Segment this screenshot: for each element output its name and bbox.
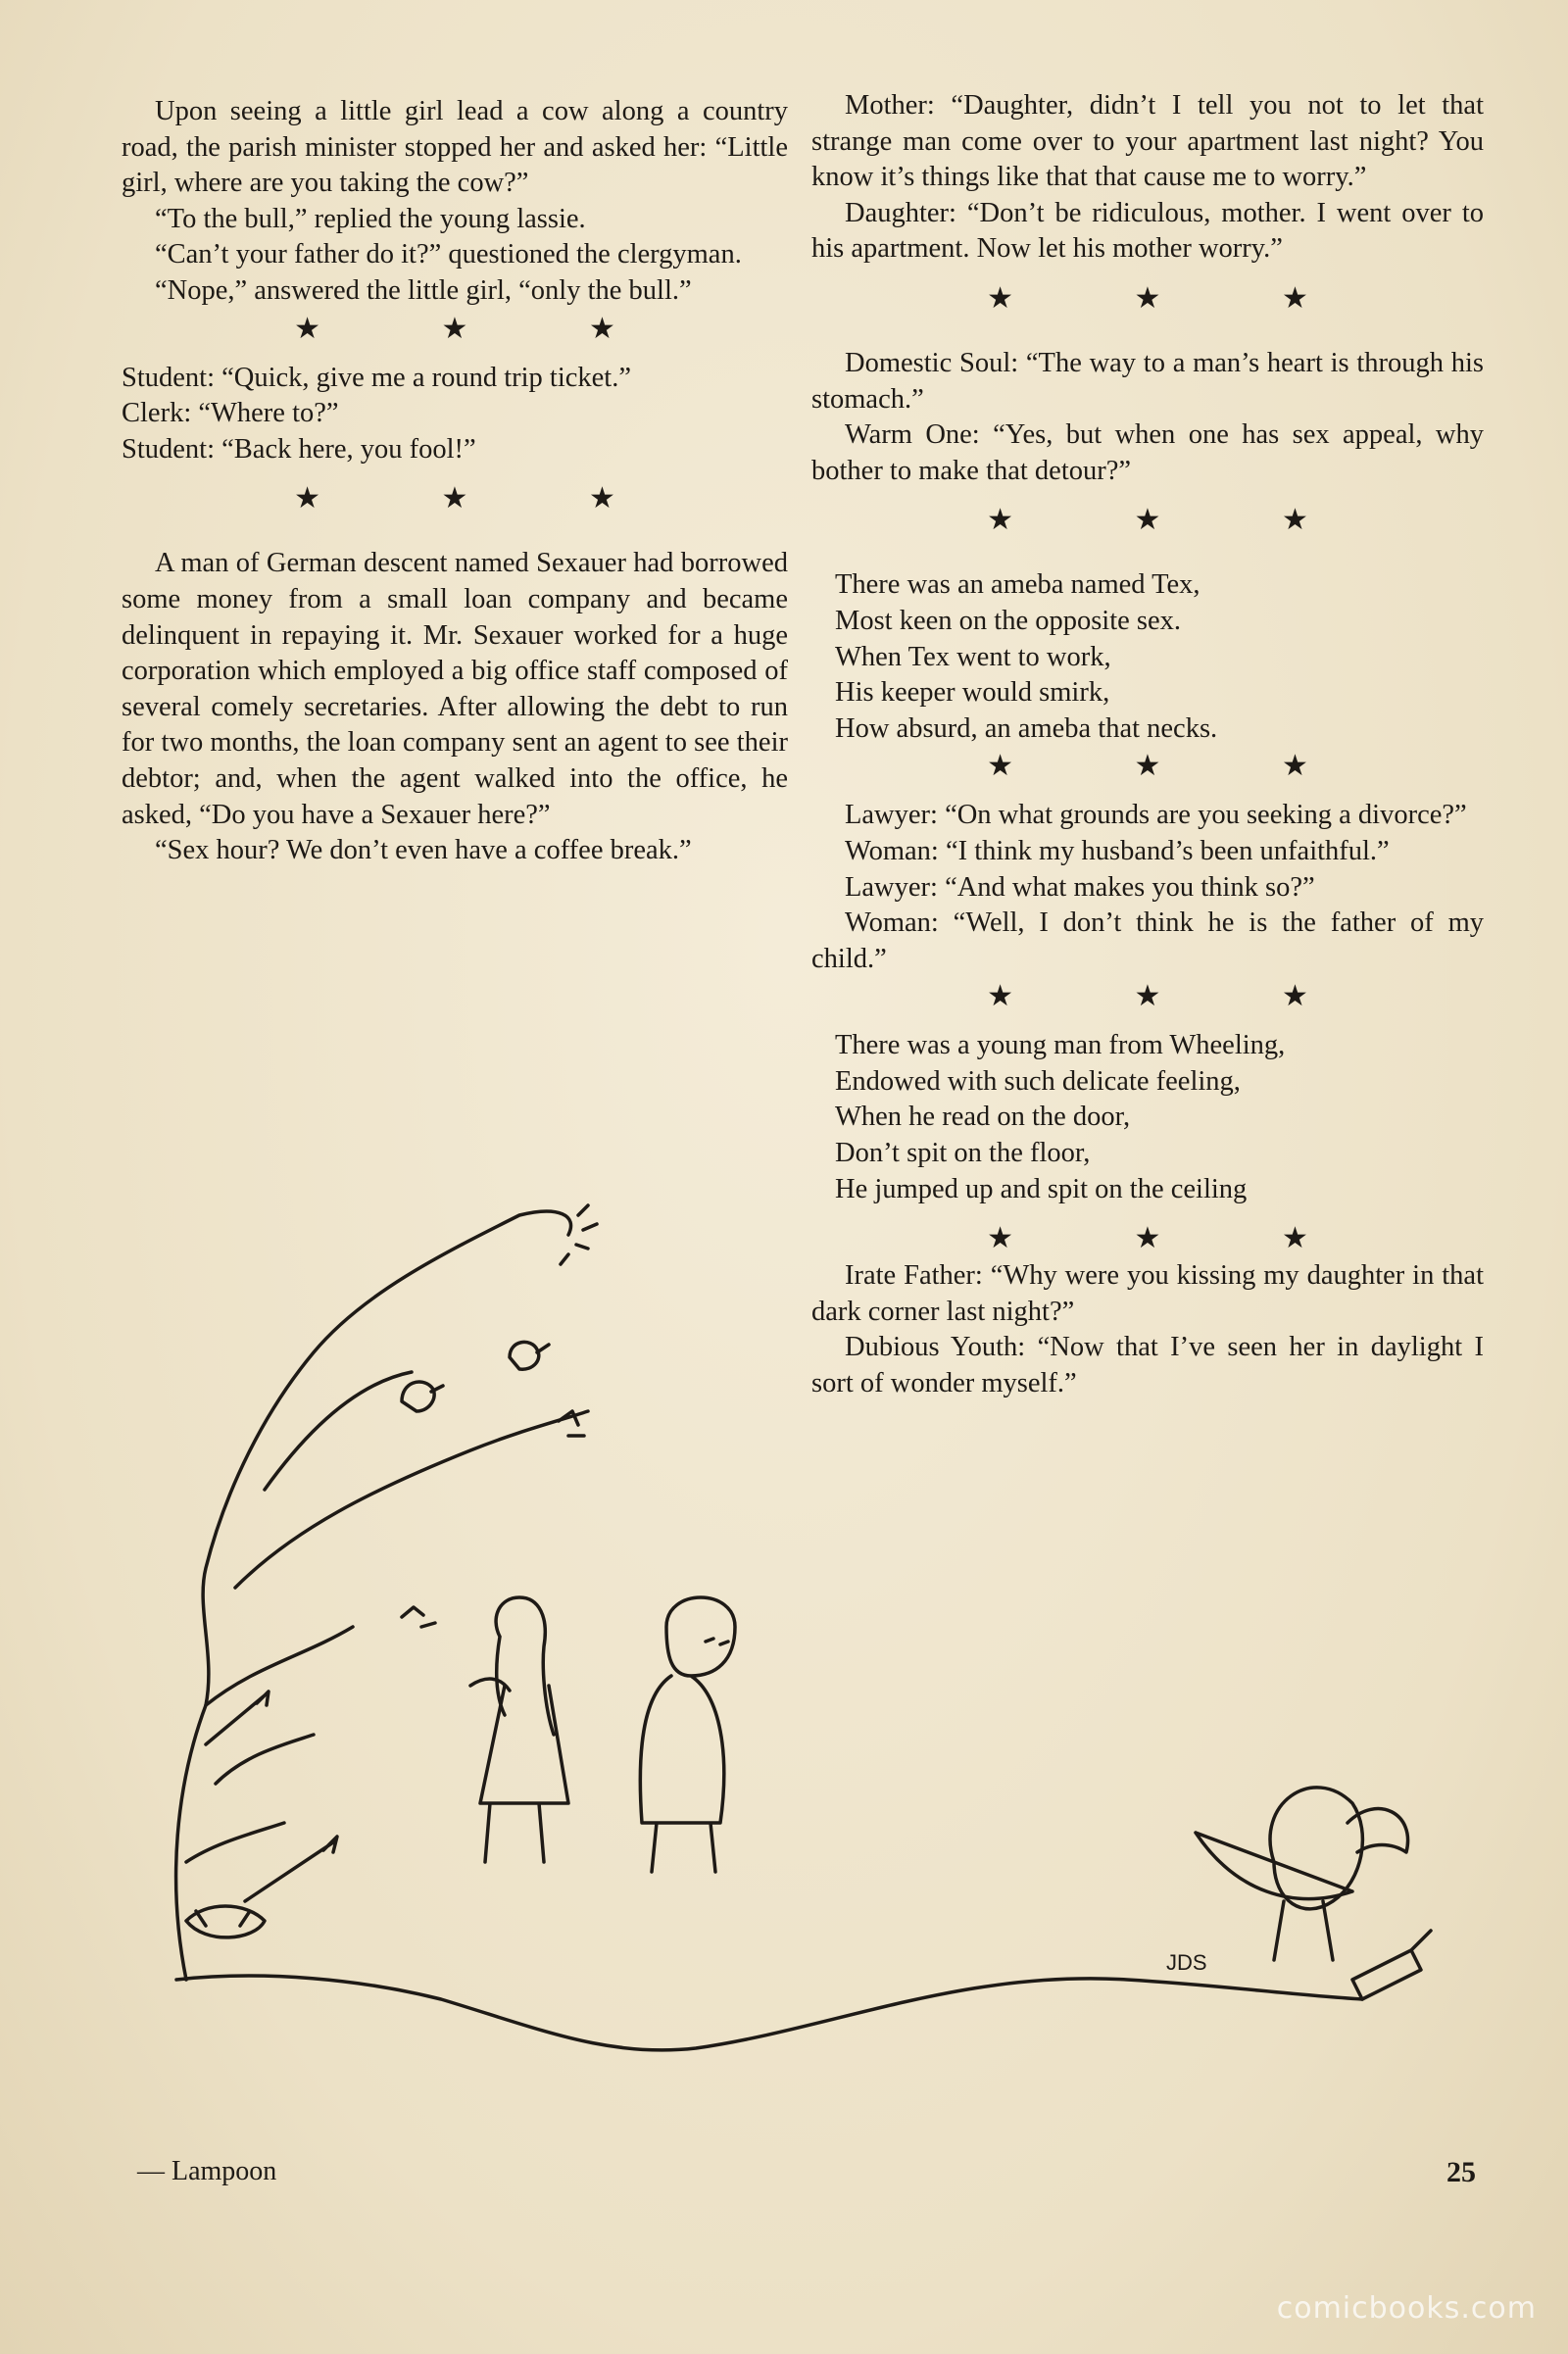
tree-branch xyxy=(235,1411,588,1588)
star-separator: ★ ★ ★ xyxy=(987,504,1365,537)
fallen-animal xyxy=(186,1906,265,1937)
joke-paragraph: Upon seeing a little girl lead a cow along a country road, the parish minister stopped her and asked her: “Little girl, where are you taking the cow?” xyxy=(122,96,788,199)
star-separator: ★ ★ ★ xyxy=(987,1222,1365,1255)
verse-line: Most keen on the opposite sex. xyxy=(835,605,1182,636)
man-eye xyxy=(706,1639,728,1644)
cupid-wing xyxy=(1348,1809,1408,1852)
star-separator: ★ ★ ★ xyxy=(987,750,1365,783)
verse-line: His keeper would smirk, xyxy=(835,677,1110,709)
girl-figure xyxy=(480,1597,568,1862)
artist-signature: JDS xyxy=(1166,1950,1207,1975)
joke-paragraph: Daughter: “Don’t be ridiculous, mother. I went over to his apartment. Now let his mother worry.” xyxy=(811,197,1484,265)
verse-line: Don’t spit on the floor, xyxy=(835,1138,1091,1169)
ground-line xyxy=(176,1976,1362,2050)
joke-paragraph: Mother: “Daughter, didn’t I tell you not to let that strange man come over to your apartment last night? You know it’s things like that that cause me to worry.” xyxy=(811,90,1484,193)
joke-paragraph: Lawyer: “And what makes you think so?” xyxy=(845,871,1315,903)
star-separator: ★ ★ ★ xyxy=(987,281,1365,315)
verse-line: When he read on the door, xyxy=(835,1102,1131,1133)
quiver-drawing xyxy=(1352,1931,1431,1999)
cartoon-illustration xyxy=(147,1196,1499,2136)
joke-paragraph: Clerk: “Where to?” xyxy=(122,398,339,429)
joke-paragraph: Dubious Youth: “Now that I’ve seen her in daylight I sort of wonder myself.” xyxy=(811,1332,1484,1399)
man-figure xyxy=(640,1597,735,1872)
site-watermark: comicbooks.com xyxy=(1276,2291,1537,2326)
joke-paragraph: Woman: “Well, I don’t think he is the father of my child.” xyxy=(811,907,1484,974)
verse-line: There was an ameba named Tex, xyxy=(835,569,1200,601)
joke-paragraph: Student: “Quick, give me a round trip ticket.” xyxy=(122,362,631,393)
joke-paragraph: Warm One: “Yes, but when one has sex appeal, why bother to make that detour?” xyxy=(811,419,1484,486)
limerick-wheeling xyxy=(835,1028,1484,1207)
tree-branch xyxy=(206,1627,353,1705)
verse-line: How absurd, an ameba that necks. xyxy=(835,712,1218,744)
joke-paragraph: Student: “Back here, you fool!” xyxy=(122,433,476,465)
verse-line: When Tex went to work, xyxy=(835,641,1111,672)
star-separator: ★ ★ ★ xyxy=(987,980,1365,1013)
limerick-ameba xyxy=(835,567,1484,747)
verse-line: He jumped up and spit on the ceiling xyxy=(835,1173,1248,1204)
tree-branch xyxy=(186,1823,284,1862)
bird-drawing xyxy=(402,1382,443,1411)
joke-paragraph: Woman: “I think my husband’s been unfaithful.” xyxy=(845,835,1390,866)
leaf-cluster xyxy=(402,1607,435,1627)
verse-line: There was a young man from Wheeling, xyxy=(835,1030,1286,1061)
joke-paragraph: A man of German descent named Sexauer had borrowed some money from a small loan company and became delinquent in repaying it. Mr. Sexauer worked for a huge corporation which employed a big office staff composed of several comely secretaries. After allowing the debt to run for two months, the loan company sent an agent to see their debtor; and, when the agent walked into the office, he asked, “Do you have a Sexauer here?” xyxy=(122,548,788,830)
cupid-figure xyxy=(1270,1788,1362,1960)
bird-drawing xyxy=(510,1342,549,1369)
star-separator: ★ ★ ★ xyxy=(294,482,672,515)
tree-branch xyxy=(216,1735,314,1784)
tree-trunk xyxy=(176,1211,571,1980)
source-credit: — Lampoon xyxy=(137,2156,277,2186)
joke-paragraph: Domestic Soul: “The way to a man’s heart is through his stomach.” xyxy=(811,347,1484,415)
left-column xyxy=(122,94,788,869)
joke-paragraph: Irate Father: “Why were you kissing my daughter in that dark corner last night?” xyxy=(811,1260,1484,1327)
verse-line: Endowed with such delicate feeling, xyxy=(835,1065,1241,1097)
joke-paragraph: “To the bull,” replied the young lassie. xyxy=(155,203,586,234)
arrow-drawing xyxy=(245,1837,337,1901)
joke-paragraph: “Nope,” answered the little girl, “only the bull.” xyxy=(155,274,692,306)
star-separator: ★ ★ ★ xyxy=(294,312,672,345)
joke-paragraph: “Can’t your father do it?” questioned the clergyman. xyxy=(155,239,742,270)
joke-paragraph: “Sex hour? We don’t even have a coffee break.” xyxy=(155,835,692,866)
page-number: 25 xyxy=(1446,2156,1476,2188)
joke-paragraph: Lawyer: “On what grounds are you seeking a divorce?” xyxy=(845,800,1467,831)
